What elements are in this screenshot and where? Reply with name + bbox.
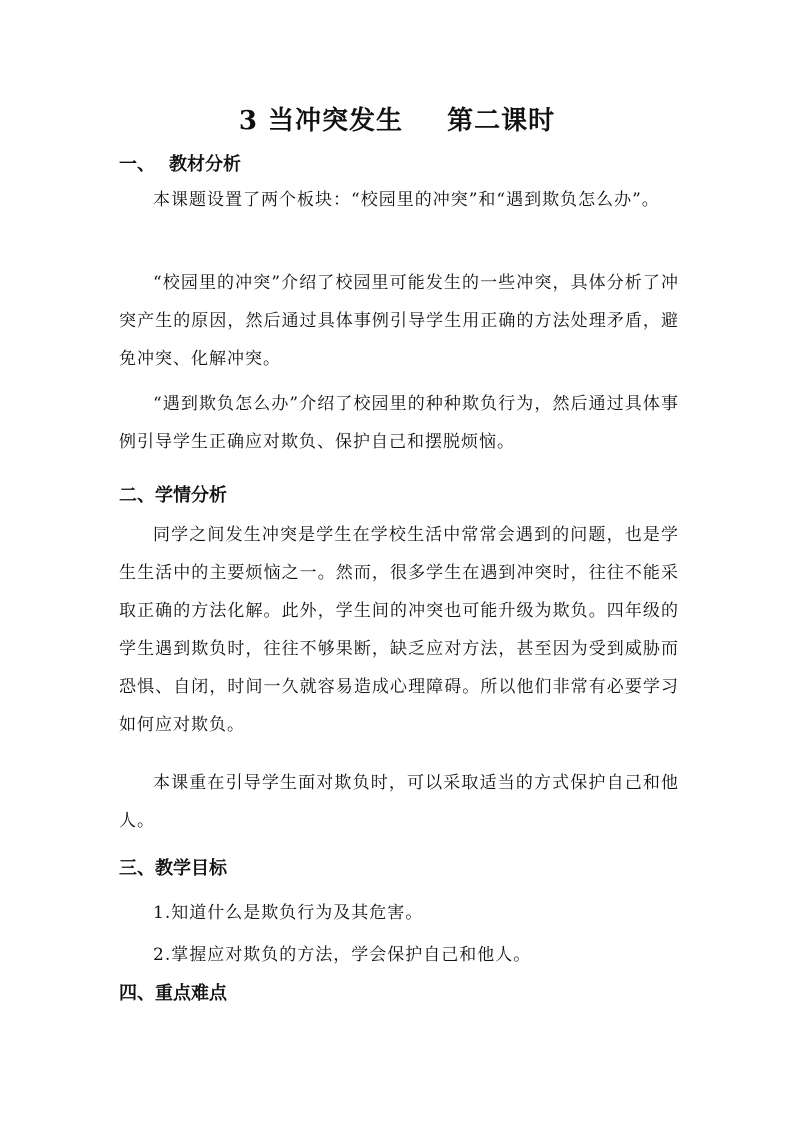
paragraph: 本课题设置了两个板块：“校园里的冲突”和“遇到欺负怎么办”。 [153,190,660,210]
list-item: 1.知道什么是欺负行为及其危害。 [153,903,424,923]
title-sub: 第二课时 [447,106,556,136]
section-heading-1-text: 教材分析 [169,154,241,175]
paragraph: 同学之间发生冲突是学生在学校生活中常常会遇到的问题，也是学生生活中的主要烦恼之一。然而，很多学生在遇到冲突时，往往不能采取正确的方法化解。此外，学生间的冲突也可能升级为欺负。四年级的学生遇到欺负时，往往不够果断，缺乏应对方法，甚至因为受到威胁而恐惧、自闭，时间一久就容易造成心理障碍。所以他们非常有必要学习如何应对欺负。 [119,525,679,735]
section-heading-1-number: 一、 [119,154,155,175]
page-title [0,100,794,137]
paragraph: “遇到欺负怎么办”介绍了校园里的种种欺负行为，然后通过具体事例引导学生正确应对欺负、保护自己和摆脱烦恼。 [119,394,679,452]
section-heading-3: 三、教学目标 [119,858,227,879]
list-item: 2.掌握应对欺负的方法，学会保护自己和他人。 [153,945,532,965]
title-main: 3 当冲突发生 [238,106,404,136]
section-heading-1 [119,150,241,176]
paragraph: 本课重在引导学生面对欺负时，可以采取适当的方式保护自己和他人。 [119,773,679,831]
section-heading-4: 四、重点难点 [119,983,227,1004]
paragraph: “校园里的冲突”介绍了校园里可能发生的一些冲突，具体分析了冲突产生的原因，然后通过具体事例引导学生用正确的方法处理矛盾，避免冲突、化解冲突。 [119,273,679,369]
section-heading-2: 二、学情分析 [119,485,227,506]
